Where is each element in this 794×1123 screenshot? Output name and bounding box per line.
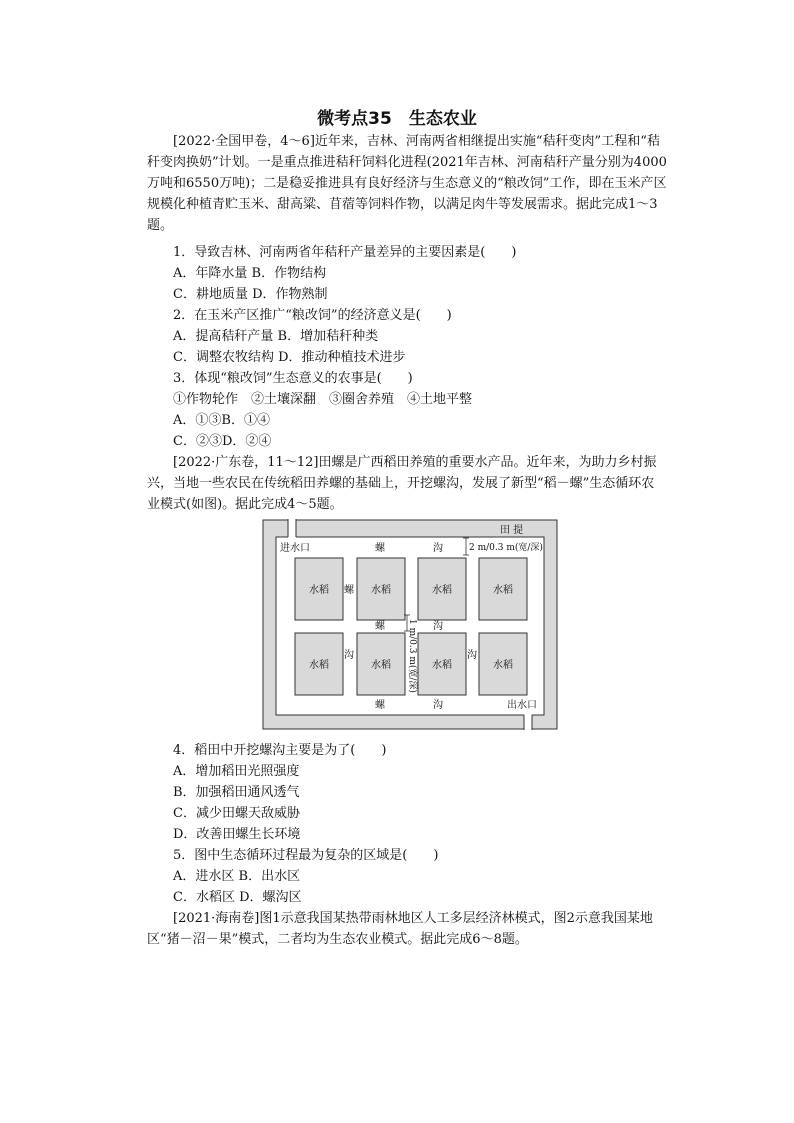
diagram-svg	[262, 519, 558, 730]
outlet-gap	[524, 714, 532, 730]
choices-line: ①作物轮作 ②土壤深翻 ③圈舍养殖 ④土地平整	[173, 392, 473, 407]
question-line: 5．图中生态循环过程最为复杂的区域是( )	[173, 848, 439, 863]
option-line: A．增加稻田光照强度	[173, 764, 300, 779]
inlet-gap	[288, 519, 296, 538]
rice-label: 水稻	[371, 660, 391, 671]
rice-label: 水稻	[493, 660, 513, 671]
option-line: A．年降水量 B．作物结构	[173, 266, 327, 281]
question-line: 4．稻田中开挖螺沟主要是为了( )	[173, 743, 387, 758]
ditch-label: 沟	[433, 621, 443, 632]
option-line: C．减少田螺天敌威胁	[173, 806, 300, 821]
question-line: 1．导致吉林、河南两省年秸秆产量差异的主要因素是( )	[173, 245, 517, 260]
rice-label: 水稻	[432, 585, 452, 596]
ditch-label: 沟	[467, 650, 477, 661]
intro-paragraph-1: [2022·全国甲卷，4～6]近年来，吉林、河南两省相继提出实施“秸秆变肉”工程和“秸秆变肉换奶”计划。一是重点推进秸秆饲料化进程(2021年吉林、河南秸秆产量分别为4000万吨和6550万吨)；二是稳妥推进具有良好经济与生态意义的“粮改饲”工作，即在玉米产区规模化种植青贮玉米、甜高粱、苜蓿等饲料作物，以满足肉牛等发展需求。据此完成1～3题。	[147, 134, 667, 233]
option-line: C．调整农牧结构 D．推动种植技术进步	[173, 350, 406, 365]
ditch-label: 螺	[375, 700, 385, 711]
rice-label: 水稻	[493, 585, 513, 596]
rice-label: 水稻	[309, 660, 329, 671]
inner-dimension-label: 1 m/0.3 m(宽/深)	[407, 619, 417, 693]
question-line: 3．体现“粮改饲”生态意义的农事是( )	[173, 371, 413, 386]
outer-dimension-label: 2 m/0.3 m(宽/深)	[469, 543, 543, 553]
rice-snail-diagram	[262, 519, 558, 730]
ditch-label: 螺	[344, 585, 354, 596]
inlet-label: 进水口	[280, 543, 310, 554]
option-line: A．①③B．①④	[173, 413, 270, 428]
field-bank-label: 田 提	[500, 525, 524, 536]
rice-label: 水稻	[371, 585, 391, 596]
intro-paragraph-3: [2021·海南卷]图1示意我国某热带雨林地区人工多层经济林模式，图2示意我国某地区“猪－沼－果”模式，二者均为生态农业模式。据此完成6～8题。	[147, 911, 653, 947]
option-line: D．改善田螺生长环境	[173, 827, 301, 842]
rice-label: 水稻	[432, 660, 452, 671]
ditch-label: 螺	[375, 621, 385, 632]
option-line: A．进水区 B．出水区	[173, 869, 301, 884]
option-line: C．②③D．②④	[173, 434, 272, 449]
option-line: B．加强稻田通风透气	[173, 785, 300, 800]
intro-paragraph-2: [2022·广东卷，11～12]田螺是广西稻田养殖的重要水产品。近年来，为助力乡村振兴，当地一些农民在传统稻田养螺的基础上，开挖螺沟，发展了新型“稻－螺”生态循环农业模式(如图)。据此完成4～5题。	[147, 455, 657, 512]
option-line: A．提高秸秆产量 B．增加秸秆种类	[173, 329, 379, 344]
ditch-label: 沟	[433, 700, 443, 711]
rice-label: 水稻	[309, 585, 329, 596]
ditch-label: 沟	[433, 543, 443, 554]
option-line: C．水稻区 D．螺沟区	[173, 890, 302, 905]
outlet-label: 出水口	[507, 700, 537, 711]
option-line: C．耕地质量 D．作物熟制	[173, 287, 328, 302]
page-title: 微考点35 生态农业	[317, 109, 477, 129]
ditch-label: 沟	[344, 650, 354, 661]
ditch-label: 螺	[375, 543, 385, 554]
question-line: 2．在玉米产区推广“粮改饲”的经济意义是( )	[173, 308, 452, 323]
